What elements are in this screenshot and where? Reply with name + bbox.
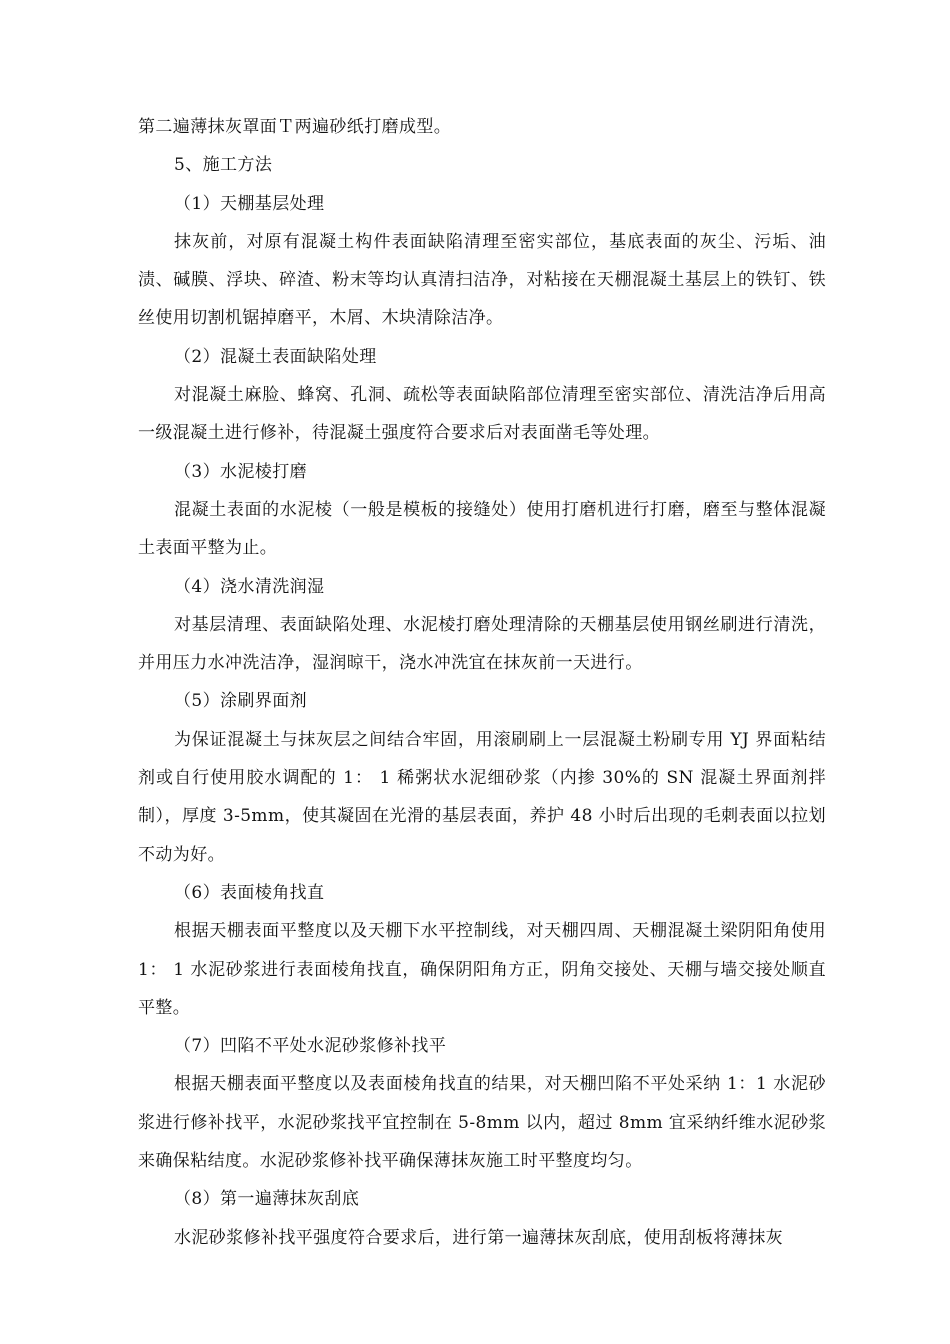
- document-body: [138, 108, 826, 1257]
- subheading-8: （8）第一遍薄抹灰刮底: [174, 1189, 360, 1210]
- paragraph-6: 根据天棚表面平整度以及天棚下水平控制线，对天棚四周、天棚混凝土梁阴阳角使用 1： 1 水泥砂浆进行表面棱角找直，确保阴阳角方正，阴角交接处、天棚与墙交接处顺直平整。: [138, 921, 826, 1018]
- subheading-6: （6）表面棱角找直: [174, 882, 325, 903]
- subheading-3: （3）水泥棱打磨: [174, 461, 308, 482]
- paragraph-4: 对基层清理、表面缺陷处理、水泥棱打磨处理清除的天棚基层使用钢丝刷进行清洗，并用压力水冲洗洁净，湿润晾干，浇水冲洗宜在抹灰前一天进行。: [138, 614, 826, 674]
- paragraph-5: 为保证混凝土与抹灰层之间结合牢固，用滚刷刷上一层混凝土粉刷专用 YJ 界面粘结剂或自行使用胶水调配的 1： 1 稀粥状水泥细砂浆（内掺 30%的 SN 混凝土界面剂拌制），厚度 3-5mm，使其凝固在光滑的基层表面，养护 48 小时后出现的毛刺表面以拉划不动为好。: [138, 729, 826, 865]
- paragraph-3: 混凝土表面的水泥棱（一般是模板的接缝处）使用打磨机进行打磨，磨至与整体混凝土表面平整为止。: [138, 499, 826, 559]
- subheading-1: （1）天棚基层处理: [174, 193, 325, 214]
- subheading-7: （7）凹陷不平处水泥砂浆修补找平: [174, 1036, 447, 1057]
- subheading-5: （5）涂刷界面剂: [174, 691, 308, 712]
- paragraph-1: 抹灰前，对原有混凝土构件表面缺陷清理至密实部位，基底表面的灰尘、污垢、油渍、碱膜、浮块、碎渣、粉末等均认真清扫洁净，对粘接在天棚混凝土基层上的铁钉、铁丝使用切割机锯掉磨平，木屑、木块清除洁净。: [138, 231, 826, 329]
- subheading-4: （4）浇水清洗润湿: [174, 576, 325, 597]
- paragraph-2: 对混凝土麻脸、蜂窝、孔洞、疏松等表面缺陷部位清理至密实部位、清洗洁净后用高一级混凝土进行修补，待混凝土强度符合要求后对表面凿毛等处理。: [138, 385, 826, 444]
- section-heading-5: 5、施工方法: [174, 155, 273, 176]
- subheading-2: （2）混凝土表面缺陷处理: [174, 346, 377, 367]
- paragraph-7: 根据天棚表面平整度以及表面棱角找直的结果，对天棚凹陷不平处采纳 1：1 水泥砂浆进行修补找平，水泥砂浆找平宜控制在 5-8mm 以内，超过 8mm 宜采纳纤维水泥砂浆来确保粘结度。水泥砂浆修补找平确保薄抹灰施工时平整度均匀。: [138, 1074, 826, 1172]
- paragraph-8: 水泥砂浆修补找平强度符合要求后，进行第一遍薄抹灰刮底，使用刮板将薄抹灰: [174, 1227, 783, 1248]
- continuation-paragraph: 第二遍薄抹灰罩面Ｔ两遍砂纸打磨成型。: [138, 117, 452, 137]
